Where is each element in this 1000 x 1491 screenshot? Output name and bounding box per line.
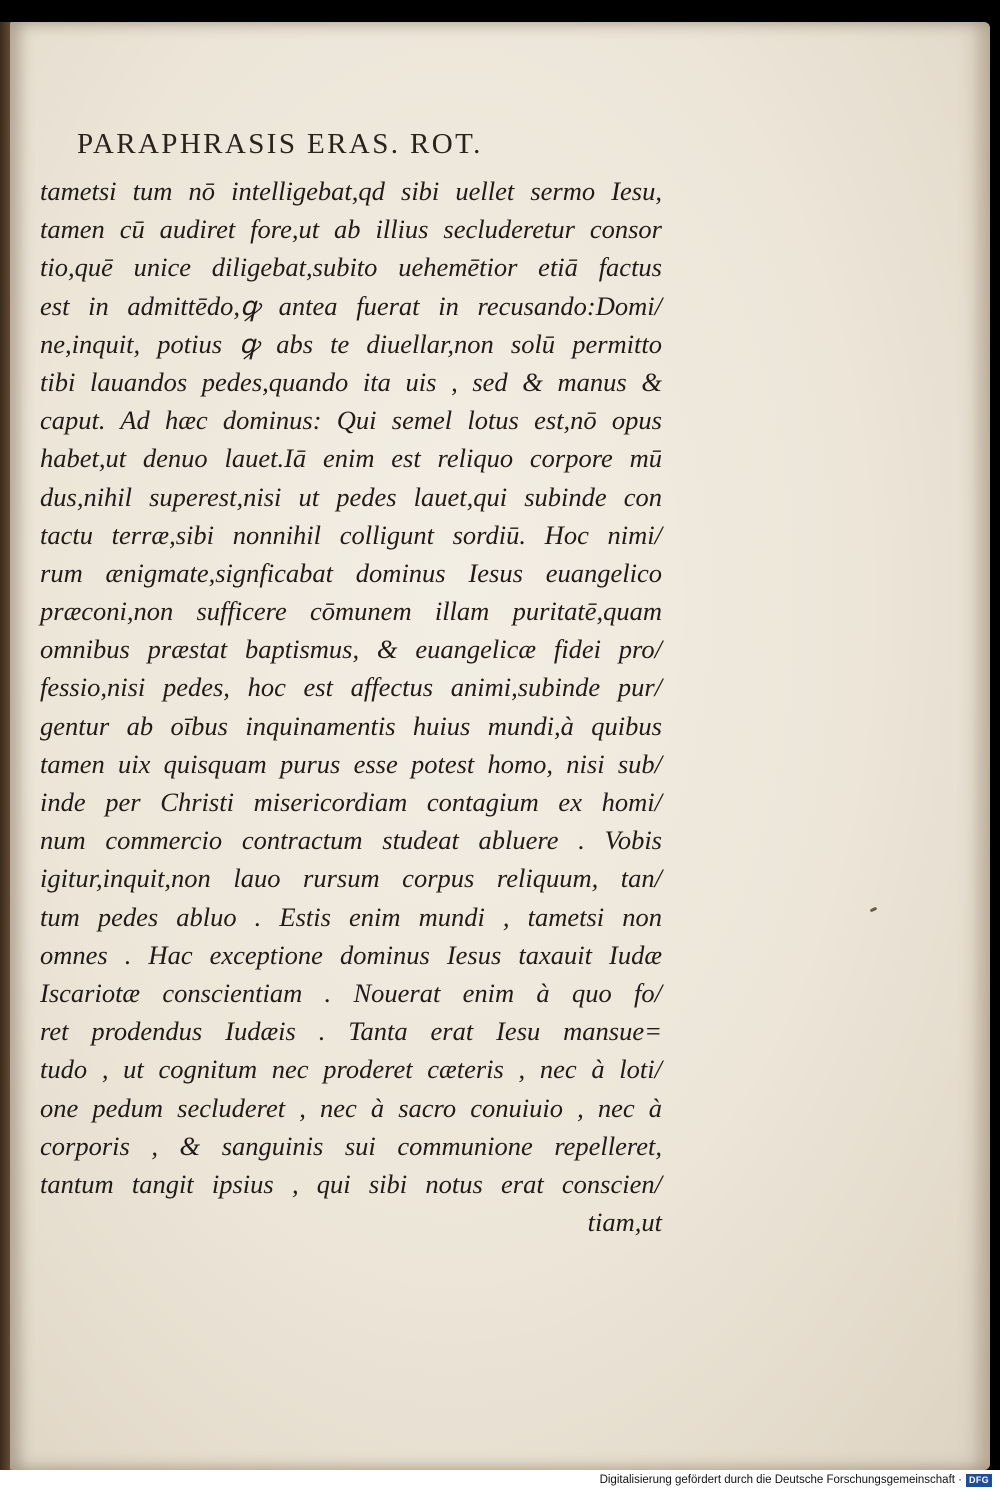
text-line: omnes . Hac exceptione dominus Iesus taxauit Iudæ bbox=[40, 939, 662, 970]
page-fore-edge bbox=[972, 22, 990, 1470]
text-line: tantum tangit ipsius , qui sibi notus erat conscien/ bbox=[40, 1168, 662, 1199]
footer-credit: Digitalisierung gefördert durch die Deutsche Forschungsgemeinschaft · bbox=[599, 1474, 962, 1486]
text-line: tudo , ut cognitum nec proderet cæteris , nec à loti/ bbox=[40, 1054, 662, 1085]
text-line: præconi,non sufficere cōmunem illam puritatē,quam bbox=[40, 596, 662, 627]
text-line: ret prodendus Iudæis . Tanta erat Iesu mansue= bbox=[40, 1016, 662, 1047]
text-line: tamen uix quisquam purus esse potest homo, nisi sub/ bbox=[40, 748, 662, 779]
text-line: omnibus præstat baptismus, & euangelicæ fidei pro/ bbox=[40, 634, 662, 665]
text-line: Iscariotæ conscientiam . Nouerat enim à quo fo/ bbox=[40, 977, 662, 1008]
text-line: dus,nihil superest,nisi ut pedes lauet,qui subinde con bbox=[40, 481, 662, 512]
text-line: tibi lauandos pedes,quando ita uis , sed & manus & bbox=[40, 366, 662, 397]
text-line: tio,quē unice diligebat,subito uehemētior etiā factus bbox=[40, 252, 662, 283]
text-line: est in admittēdo,ꝙ antea fuerat in recusando:Domi/ bbox=[40, 290, 662, 321]
text-line: ne,inquit, potius ꝙ abs te diuellar,non solū permitto bbox=[40, 328, 662, 359]
text-line: rum ænigmate,signficabat dominus Iesus euangelico bbox=[40, 557, 662, 588]
body-text bbox=[40, 172, 662, 1241]
text-line: one pedum secluderet , nec à sacro conuiuio , nec à bbox=[40, 1092, 662, 1123]
text-line: habet,ut denuo lauet.Iā enim est reliquo corpore mū bbox=[40, 443, 662, 474]
text-line: fessio,nisi pedes, hoc est affectus animi,subinde pur/ bbox=[40, 672, 662, 703]
text-line: igitur,inquit,non lauo rursum corpus reliquum, tan/ bbox=[40, 863, 662, 894]
text-line: inde per Christi misericordiam contagium ex homi/ bbox=[40, 787, 662, 817]
text-line: tametsi tum nō intelligebat,qd sibi uellet sermo Iesu, bbox=[40, 176, 662, 206]
text-line: corporis , & sanguinis sui communione repelleret, bbox=[40, 1130, 662, 1161]
text-line: tactu terræ,sibi nonnihil colligunt sordiū. Hoc nimi/ bbox=[40, 519, 662, 550]
text-line: caput. Ad hæc dominus: Qui semel lotus est,nō opus bbox=[40, 405, 662, 436]
dfg-logo: DFG bbox=[966, 1474, 992, 1487]
running-head: PARAPHRASIS ERAS. ROT. bbox=[77, 128, 483, 160]
text-line: tum pedes abluo . Estis enim mundi , tametsi non bbox=[40, 901, 662, 932]
text-line: tamen cū audiret fore,ut ab illius secluderetur consor bbox=[40, 214, 662, 245]
catchword-line: tiam,ut bbox=[587, 1207, 662, 1238]
text-line: num commercio contractum studeat abluere . Vobis bbox=[40, 825, 662, 856]
text-line: gentur ab oībus inquinamentis huius mundi,à quibus bbox=[40, 710, 662, 741]
